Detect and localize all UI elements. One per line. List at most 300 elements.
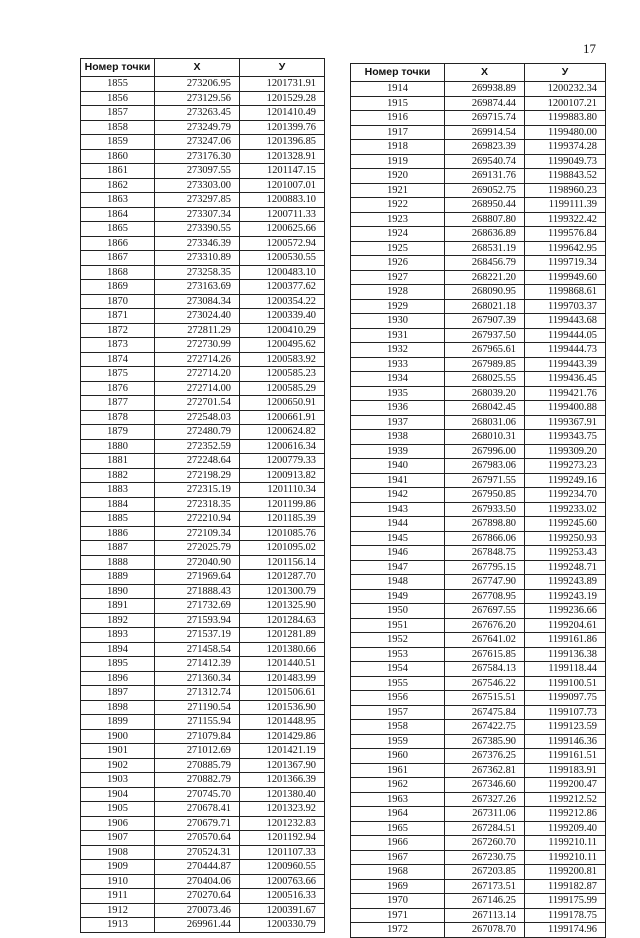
- table-row: [351, 691, 606, 706]
- point-number-cell: 1958: [351, 720, 445, 735]
- x-coordinate-cell: 273097.55: [155, 164, 240, 179]
- x-coordinate-cell: 271969.64: [155, 570, 240, 585]
- y-coordinate-cell: 1201410.49: [240, 106, 325, 121]
- x-coordinate-cell: 267346.60: [445, 778, 525, 793]
- y-coordinate-cell: 1201421.19: [240, 744, 325, 759]
- y-coordinate-cell: 1201448.95: [240, 715, 325, 730]
- y-coordinate-cell: 1200661.91: [240, 410, 325, 425]
- table-row: [81, 381, 325, 396]
- y-coordinate-cell: 1199444.73: [525, 343, 606, 358]
- point-number-cell: 1950: [351, 604, 445, 619]
- x-coordinate-cell: 270524.31: [155, 845, 240, 860]
- point-number-cell: 1928: [351, 285, 445, 300]
- y-coordinate-cell: 1199343.75: [525, 430, 606, 445]
- x-coordinate-cell: 271593.94: [155, 613, 240, 628]
- column-header-x: X: [445, 64, 525, 82]
- point-number-cell: 1876: [81, 381, 155, 396]
- y-coordinate-cell: 1199236.66: [525, 604, 606, 619]
- table-row: [81, 700, 325, 715]
- y-coordinate-cell: 1199175.99: [525, 894, 606, 909]
- point-number-cell: 1892: [81, 613, 155, 628]
- y-coordinate-cell: 1199253.43: [525, 546, 606, 561]
- x-coordinate-cell: 271537.19: [155, 628, 240, 643]
- y-coordinate-cell: 1199161.51: [525, 749, 606, 764]
- point-number-cell: 1939: [351, 444, 445, 459]
- x-coordinate-cell: 273163.69: [155, 280, 240, 295]
- y-coordinate-cell: 1199212.86: [525, 807, 606, 822]
- y-coordinate-cell: 1199210.11: [525, 836, 606, 851]
- point-number-cell: 1890: [81, 584, 155, 599]
- table-row: [351, 372, 606, 387]
- y-coordinate-cell: 1199248.71: [525, 560, 606, 575]
- x-coordinate-cell: 268456.79: [445, 256, 525, 271]
- y-coordinate-cell: 1199243.89: [525, 575, 606, 590]
- table-row: [351, 633, 606, 648]
- table-row: [81, 860, 325, 875]
- y-coordinate-cell: 1200883.10: [240, 193, 325, 208]
- table-row: [81, 106, 325, 121]
- point-number-cell: 1878: [81, 410, 155, 425]
- table-row: [81, 787, 325, 802]
- x-coordinate-cell: 267311.06: [445, 807, 525, 822]
- x-coordinate-cell: 267475.84: [445, 705, 525, 720]
- column-header-y: У: [525, 64, 606, 82]
- table-row: [351, 488, 606, 503]
- table-row: [81, 874, 325, 889]
- point-number-cell: 1873: [81, 338, 155, 353]
- table-row: [81, 352, 325, 367]
- point-number-cell: 1919: [351, 154, 445, 169]
- x-coordinate-cell: 267676.20: [445, 618, 525, 633]
- y-coordinate-cell: 1199178.75: [525, 908, 606, 923]
- point-number-cell: 1893: [81, 628, 155, 643]
- y-coordinate-cell: 1199367.91: [525, 415, 606, 430]
- table-row: [351, 705, 606, 720]
- table-row: [81, 671, 325, 686]
- y-coordinate-cell: 1201399.76: [240, 120, 325, 135]
- table-row: [81, 744, 325, 759]
- point-number-cell: 1897: [81, 686, 155, 701]
- point-number-cell: 1932: [351, 343, 445, 358]
- point-number-cell: 1900: [81, 729, 155, 744]
- table-row: [351, 430, 606, 445]
- table-row: [351, 763, 606, 778]
- y-coordinate-cell: 1201483.99: [240, 671, 325, 686]
- table-row: [81, 555, 325, 570]
- x-coordinate-cell: 272811.29: [155, 323, 240, 338]
- x-coordinate-cell: 268090.95: [445, 285, 525, 300]
- y-coordinate-cell: 1199480.00: [525, 125, 606, 140]
- point-number-cell: 1957: [351, 705, 445, 720]
- x-coordinate-cell: 271012.69: [155, 744, 240, 759]
- table-row: [81, 903, 325, 918]
- y-coordinate-cell: 1200616.34: [240, 439, 325, 454]
- point-number-cell: 1916: [351, 111, 445, 126]
- table-row: [81, 164, 325, 179]
- point-number-cell: 1946: [351, 546, 445, 561]
- x-coordinate-cell: 267937.50: [445, 328, 525, 343]
- y-coordinate-cell: 1199146.36: [525, 734, 606, 749]
- table-row: [81, 309, 325, 324]
- y-coordinate-cell: 1201156.14: [240, 555, 325, 570]
- point-number-cell: 1866: [81, 236, 155, 251]
- x-coordinate-cell: 273249.79: [155, 120, 240, 135]
- point-number-cell: 1859: [81, 135, 155, 150]
- table-row: [81, 280, 325, 295]
- point-number-cell: 1961: [351, 763, 445, 778]
- coordinates-table-right: [350, 63, 606, 938]
- point-number-cell: 1891: [81, 599, 155, 614]
- point-number-cell: 1896: [81, 671, 155, 686]
- point-number-cell: 1886: [81, 526, 155, 541]
- table-row: [351, 111, 606, 126]
- x-coordinate-cell: 267747.90: [445, 575, 525, 590]
- point-number-cell: 1903: [81, 773, 155, 788]
- y-coordinate-cell: 1201284.63: [240, 613, 325, 628]
- x-coordinate-cell: 270073.46: [155, 903, 240, 918]
- point-number-cell: 1953: [351, 647, 445, 662]
- x-coordinate-cell: 267546.22: [445, 676, 525, 691]
- point-number-cell: 1862: [81, 178, 155, 193]
- y-coordinate-cell: 1200624.82: [240, 425, 325, 440]
- column-header-point-number: Номер точки: [351, 64, 445, 82]
- table-row: [81, 773, 325, 788]
- y-coordinate-cell: 1201107.33: [240, 845, 325, 860]
- y-coordinate-cell: 1198843.52: [525, 169, 606, 184]
- x-coordinate-cell: 273346.39: [155, 236, 240, 251]
- table-row: [351, 850, 606, 865]
- page-number: 17: [583, 41, 596, 56]
- point-number-cell: 1943: [351, 502, 445, 517]
- point-number-cell: 1945: [351, 531, 445, 546]
- table-row: [81, 178, 325, 193]
- table-row: [351, 140, 606, 155]
- x-coordinate-cell: 268039.20: [445, 386, 525, 401]
- table-row: [351, 546, 606, 561]
- table-row: [81, 642, 325, 657]
- table-header-row: [81, 59, 325, 77]
- x-coordinate-cell: 268025.55: [445, 372, 525, 387]
- point-number-cell: 1934: [351, 372, 445, 387]
- y-coordinate-cell: 1200585.23: [240, 367, 325, 382]
- y-coordinate-cell: 1201325.90: [240, 599, 325, 614]
- x-coordinate-cell: 273176.30: [155, 149, 240, 164]
- point-number-cell: 1918: [351, 140, 445, 155]
- y-coordinate-cell: 1199243.19: [525, 589, 606, 604]
- y-coordinate-cell: 1200913.82: [240, 468, 325, 483]
- table-row: [351, 502, 606, 517]
- point-number-cell: 1936: [351, 401, 445, 416]
- table-row: [81, 135, 325, 150]
- table-row: [351, 560, 606, 575]
- column-header-point-number: Номер точки: [81, 59, 155, 77]
- x-coordinate-cell: 268042.45: [445, 401, 525, 416]
- y-coordinate-cell: 1200483.10: [240, 265, 325, 280]
- x-coordinate-cell: 272315.19: [155, 483, 240, 498]
- x-coordinate-cell: 267697.55: [445, 604, 525, 619]
- table-row: [351, 734, 606, 749]
- table-row: [81, 251, 325, 266]
- table-row: [351, 386, 606, 401]
- table-row: [81, 816, 325, 831]
- table-row: [351, 459, 606, 474]
- y-coordinate-cell: 1199212.52: [525, 792, 606, 807]
- x-coordinate-cell: 267898.80: [445, 517, 525, 532]
- x-coordinate-cell: 269914.54: [445, 125, 525, 140]
- y-coordinate-cell: 1199123.59: [525, 720, 606, 735]
- table-row: [81, 845, 325, 860]
- x-coordinate-cell: 272248.64: [155, 454, 240, 469]
- y-coordinate-cell: 1199444.05: [525, 328, 606, 343]
- x-coordinate-cell: 273129.56: [155, 91, 240, 106]
- table-row: [81, 512, 325, 527]
- table-row: [81, 367, 325, 382]
- x-coordinate-cell: 270404.06: [155, 874, 240, 889]
- x-coordinate-cell: 267983.06: [445, 459, 525, 474]
- y-coordinate-cell: 1199374.28: [525, 140, 606, 155]
- point-number-cell: 1971: [351, 908, 445, 923]
- y-coordinate-cell: 1199161.86: [525, 633, 606, 648]
- table-row: [351, 894, 606, 909]
- x-coordinate-cell: 272210.94: [155, 512, 240, 527]
- x-coordinate-cell: 271190.54: [155, 700, 240, 715]
- y-coordinate-cell: 1200711.33: [240, 207, 325, 222]
- x-coordinate-cell: 272548.03: [155, 410, 240, 425]
- point-number-cell: 1863: [81, 193, 155, 208]
- y-coordinate-cell: 1201536.90: [240, 700, 325, 715]
- point-number-cell: 1887: [81, 541, 155, 556]
- table-row: [81, 483, 325, 498]
- table-row: [351, 198, 606, 213]
- table-row: [81, 294, 325, 309]
- point-number-cell: 1879: [81, 425, 155, 440]
- point-number-cell: 1956: [351, 691, 445, 706]
- table-row: [351, 531, 606, 546]
- x-coordinate-cell: 273206.95: [155, 77, 240, 92]
- x-coordinate-cell: 267866.06: [445, 531, 525, 546]
- point-number-cell: 1960: [351, 749, 445, 764]
- y-coordinate-cell: 1200410.29: [240, 323, 325, 338]
- table-row: [81, 236, 325, 251]
- table-row: [351, 270, 606, 285]
- table-row: [351, 299, 606, 314]
- y-coordinate-cell: 1200650.91: [240, 396, 325, 411]
- x-coordinate-cell: 272025.79: [155, 541, 240, 556]
- y-coordinate-cell: 1199250.93: [525, 531, 606, 546]
- point-number-cell: 1858: [81, 120, 155, 135]
- x-coordinate-cell: 270885.79: [155, 758, 240, 773]
- table-row: [81, 541, 325, 556]
- x-coordinate-cell: 269874.44: [445, 96, 525, 111]
- table-row: [81, 918, 325, 933]
- x-coordinate-cell: 273297.85: [155, 193, 240, 208]
- table-row: [351, 241, 606, 256]
- x-coordinate-cell: 267989.85: [445, 357, 525, 372]
- x-coordinate-cell: 269715.74: [445, 111, 525, 126]
- y-coordinate-cell: 1201731.91: [240, 77, 325, 92]
- x-coordinate-cell: 270678.41: [155, 802, 240, 817]
- table-row: [81, 77, 325, 92]
- point-number-cell: 1933: [351, 357, 445, 372]
- y-coordinate-cell: 1199421.76: [525, 386, 606, 401]
- x-coordinate-cell: 272714.20: [155, 367, 240, 382]
- table-row: [81, 410, 325, 425]
- table-row: [81, 802, 325, 817]
- point-number-cell: 1914: [351, 82, 445, 97]
- y-coordinate-cell: 1199642.95: [525, 241, 606, 256]
- x-coordinate-cell: 270882.79: [155, 773, 240, 788]
- x-coordinate-cell: 268531.19: [445, 241, 525, 256]
- point-number-cell: 1909: [81, 860, 155, 875]
- table-row: [351, 154, 606, 169]
- table-row: [351, 604, 606, 619]
- y-coordinate-cell: 1200583.92: [240, 352, 325, 367]
- x-coordinate-cell: 267996.00: [445, 444, 525, 459]
- table-row: [351, 285, 606, 300]
- y-coordinate-cell: 1199100.51: [525, 676, 606, 691]
- x-coordinate-cell: 272714.26: [155, 352, 240, 367]
- table-row: [351, 778, 606, 793]
- y-coordinate-cell: 1201429.86: [240, 729, 325, 744]
- point-number-cell: 1965: [351, 821, 445, 836]
- point-number-cell: 1888: [81, 555, 155, 570]
- table-row: [81, 120, 325, 135]
- y-coordinate-cell: 1201380.40: [240, 787, 325, 802]
- y-coordinate-cell: 1201192.94: [240, 831, 325, 846]
- table-row: [351, 328, 606, 343]
- point-number-cell: 1955: [351, 676, 445, 691]
- point-number-cell: 1969: [351, 879, 445, 894]
- x-coordinate-cell: 272198.29: [155, 468, 240, 483]
- coordinates-table-left: [80, 58, 325, 933]
- table-row: [81, 193, 325, 208]
- y-coordinate-cell: 1199200.81: [525, 865, 606, 880]
- x-coordinate-cell: 267848.75: [445, 546, 525, 561]
- point-number-cell: 1913: [81, 918, 155, 933]
- y-coordinate-cell: 1201506.61: [240, 686, 325, 701]
- table-row: [81, 715, 325, 730]
- point-number-cell: 1963: [351, 792, 445, 807]
- point-number-cell: 1868: [81, 265, 155, 280]
- y-coordinate-cell: 1199049.73: [525, 154, 606, 169]
- point-number-cell: 1882: [81, 468, 155, 483]
- x-coordinate-cell: 269540.74: [445, 154, 525, 169]
- x-coordinate-cell: 272730.99: [155, 338, 240, 353]
- table-row: [81, 657, 325, 672]
- table-row: [81, 686, 325, 701]
- x-coordinate-cell: 271312.74: [155, 686, 240, 701]
- point-number-cell: 1942: [351, 488, 445, 503]
- y-coordinate-cell: 1201323.92: [240, 802, 325, 817]
- x-coordinate-cell: 267422.75: [445, 720, 525, 735]
- y-coordinate-cell: 1200625.66: [240, 222, 325, 237]
- x-coordinate-cell: 268807.80: [445, 212, 525, 227]
- point-number-cell: 1911: [81, 889, 155, 904]
- point-number-cell: 1959: [351, 734, 445, 749]
- table-row: [351, 662, 606, 677]
- y-coordinate-cell: 1201085.76: [240, 526, 325, 541]
- x-coordinate-cell: 267641.02: [445, 633, 525, 648]
- x-coordinate-cell: 272480.79: [155, 425, 240, 440]
- x-coordinate-cell: 268950.44: [445, 198, 525, 213]
- point-number-cell: 1880: [81, 439, 155, 454]
- point-number-cell: 1855: [81, 77, 155, 92]
- y-coordinate-cell: 1199183.91: [525, 763, 606, 778]
- point-number-cell: 1857: [81, 106, 155, 121]
- x-coordinate-cell: 270679.71: [155, 816, 240, 831]
- y-coordinate-cell: 1200960.55: [240, 860, 325, 875]
- table-body-right: [351, 82, 606, 938]
- point-number-cell: 1905: [81, 802, 155, 817]
- table-row: [81, 889, 325, 904]
- point-number-cell: 1856: [81, 91, 155, 106]
- x-coordinate-cell: 271412.39: [155, 657, 240, 672]
- x-coordinate-cell: 267385.90: [445, 734, 525, 749]
- point-number-cell: 1940: [351, 459, 445, 474]
- y-coordinate-cell: 1201287.70: [240, 570, 325, 585]
- table-row: [351, 720, 606, 735]
- point-number-cell: 1966: [351, 836, 445, 851]
- y-coordinate-cell: 1200339.40: [240, 309, 325, 324]
- y-coordinate-cell: 1199703.37: [525, 299, 606, 314]
- table-row: [351, 183, 606, 198]
- table-row: [81, 149, 325, 164]
- y-coordinate-cell: 1201095.02: [240, 541, 325, 556]
- table-row: [351, 879, 606, 894]
- y-coordinate-cell: 1201328.91: [240, 149, 325, 164]
- table-row: [81, 454, 325, 469]
- table-row: [81, 758, 325, 773]
- x-coordinate-cell: 267230.75: [445, 850, 525, 865]
- x-coordinate-cell: 273084.34: [155, 294, 240, 309]
- point-number-cell: 1902: [81, 758, 155, 773]
- table-row: [351, 908, 606, 923]
- x-coordinate-cell: 270745.70: [155, 787, 240, 802]
- y-coordinate-cell: 1199249.16: [525, 473, 606, 488]
- y-coordinate-cell: 1200572.94: [240, 236, 325, 251]
- table-row: [81, 584, 325, 599]
- x-coordinate-cell: 273303.00: [155, 178, 240, 193]
- x-coordinate-cell: 268021.18: [445, 299, 525, 314]
- table-row: [351, 676, 606, 691]
- x-coordinate-cell: 272318.35: [155, 497, 240, 512]
- y-coordinate-cell: 1200763.66: [240, 874, 325, 889]
- point-number-cell: 1931: [351, 328, 445, 343]
- point-number-cell: 1948: [351, 575, 445, 590]
- table-row: [351, 517, 606, 532]
- point-number-cell: 1930: [351, 314, 445, 329]
- y-coordinate-cell: 1199883.80: [525, 111, 606, 126]
- table-header-row: [351, 64, 606, 82]
- y-coordinate-cell: 1201367.90: [240, 758, 325, 773]
- table-row: [351, 836, 606, 851]
- x-coordinate-cell: 273310.89: [155, 251, 240, 266]
- x-coordinate-cell: 267376.25: [445, 749, 525, 764]
- y-coordinate-cell: 1199309.20: [525, 444, 606, 459]
- y-coordinate-cell: 1199443.68: [525, 314, 606, 329]
- point-number-cell: 1877: [81, 396, 155, 411]
- point-number-cell: 1899: [81, 715, 155, 730]
- y-coordinate-cell: 1199322.42: [525, 212, 606, 227]
- column-header-y: У: [240, 59, 325, 77]
- x-coordinate-cell: 272040.90: [155, 555, 240, 570]
- y-coordinate-cell: 1199097.75: [525, 691, 606, 706]
- x-coordinate-cell: 267260.70: [445, 836, 525, 851]
- y-coordinate-cell: 1201110.34: [240, 483, 325, 498]
- y-coordinate-cell: 1200516.33: [240, 889, 325, 904]
- y-coordinate-cell: 1200330.79: [240, 918, 325, 933]
- point-number-cell: 1935: [351, 386, 445, 401]
